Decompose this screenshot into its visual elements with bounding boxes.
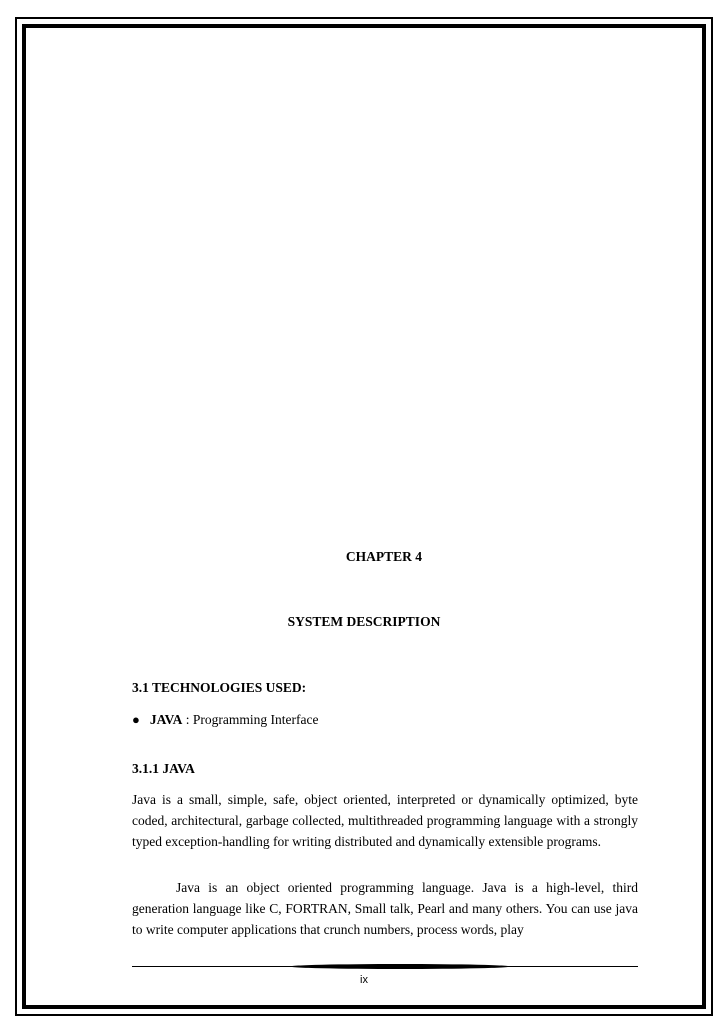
chapter-number: CHAPTER 4 xyxy=(345,549,423,564)
bullet-term: JAVA xyxy=(149,712,183,727)
paragraph-java-definition: Java is a small, simple, safe, object oriented, interpreted or dynamically optimized, byte coded, architectural, garbage collected, multithreaded programming language with a strongly typed exception-handling for writing distributed and dynamically extensible programs. xyxy=(132,792,638,849)
page-number: ix xyxy=(360,974,368,986)
bullet-item-java xyxy=(132,712,318,728)
section-heading-3-1: 3.1 TECHNOLOGIES USED: xyxy=(132,680,307,695)
paragraph-java-overview: Java is an object oriented programming language. Java is a high-level, third generation language like C, FORTRAN, Small talk, Pearl and many others. You can use java to write computer applications that crunch numbers, process words, play xyxy=(132,880,638,937)
section-heading-3-1-1: 3.1.1 JAVA xyxy=(132,761,195,776)
bullet-description: : Programming Interface xyxy=(182,712,319,727)
page-border-inner xyxy=(22,24,706,1009)
bullet-icon: ● xyxy=(132,712,140,727)
chapter-title: SYSTEM DESCRIPTION xyxy=(287,614,441,629)
footer-divider-ornament xyxy=(290,964,510,969)
